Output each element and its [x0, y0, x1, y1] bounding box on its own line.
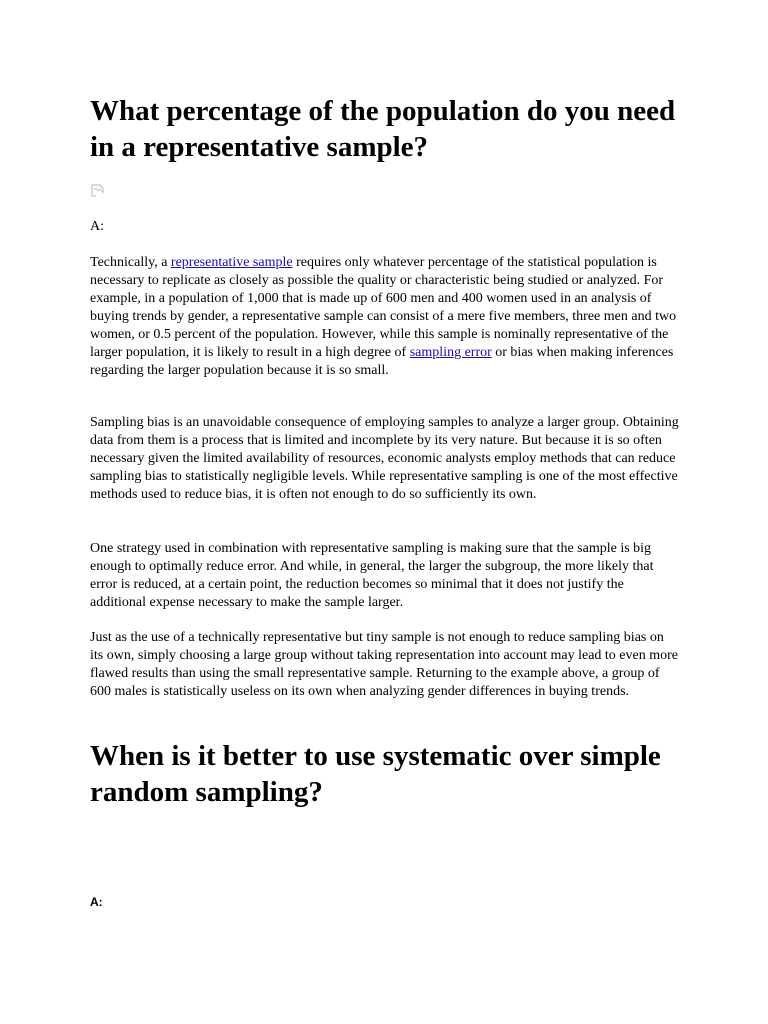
answer-paragraph-3: One strategy used in combination with representative sampling is making sure that the sample is big enough to optimally reduce error. And while, in general, the larger the subgroup, the more likely that error is reduced, at a certain point, the reduction becomes so minimal that it does not justify the additional expense necessary to make the sample larger.	[90, 541, 654, 610]
paragraph-text: requires only whatever percentage of the statistical population is necessary to replicate as closely as possible the quality or characteristic being studied or analyzed. For example, in a population of 1,000 that is made up of 600 men and 400 women used in an analysis of buying trends by gender, a representative sample can consist of a mere five members, three men and two women, or 0.5 percent of the population. However, while this sample is nominally representative of the larger population, it is likely to result in a high degree of	[90, 255, 677, 360]
paragraph-text: or bias when making inferences regarding the larger population because it is so small.	[90, 345, 674, 378]
answer-label: A:	[90, 895, 103, 909]
sampling-error-link[interactable]: sampling error	[409, 345, 492, 360]
question-heading-1: What percentage of the population do you need in a representative sample?	[90, 95, 676, 163]
paragraph-text: Technically, a	[90, 255, 171, 270]
question-heading-2: When is it better to use systematic over simple random sampling?	[90, 740, 661, 808]
answer-label: A:	[90, 219, 104, 234]
representative-sample-link[interactable]: representative sample	[170, 255, 293, 270]
answer-paragraph-2: Sampling bias is an unavoidable consequence of employing samples to analyze a larger group. Obtaining data from them is a process that is limited and incomplete by its very nature. But because it is so often necessary given the limited availability of resources, economic analysts employ methods that can reduce sampling bias to statistically negligible levels. While representative sampling is one of the most effective methods used to reduce bias, it is often not enough to do so sufficiently its own.	[90, 415, 679, 502]
answer-paragraph-4: Just as the use of a technically representative but tiny sample is not enough to reduce sampling bias on its own, simply choosing a large group without taking representation into account may lead to even more flawed results than using the small representative sample. Returning to the example above, a group of 600 males is statistically useless on its own when analyzing gender differences in buying trends.	[90, 630, 678, 699]
answer-paragraph-1	[90, 254, 680, 380]
broken-image-icon	[90, 184, 106, 200]
